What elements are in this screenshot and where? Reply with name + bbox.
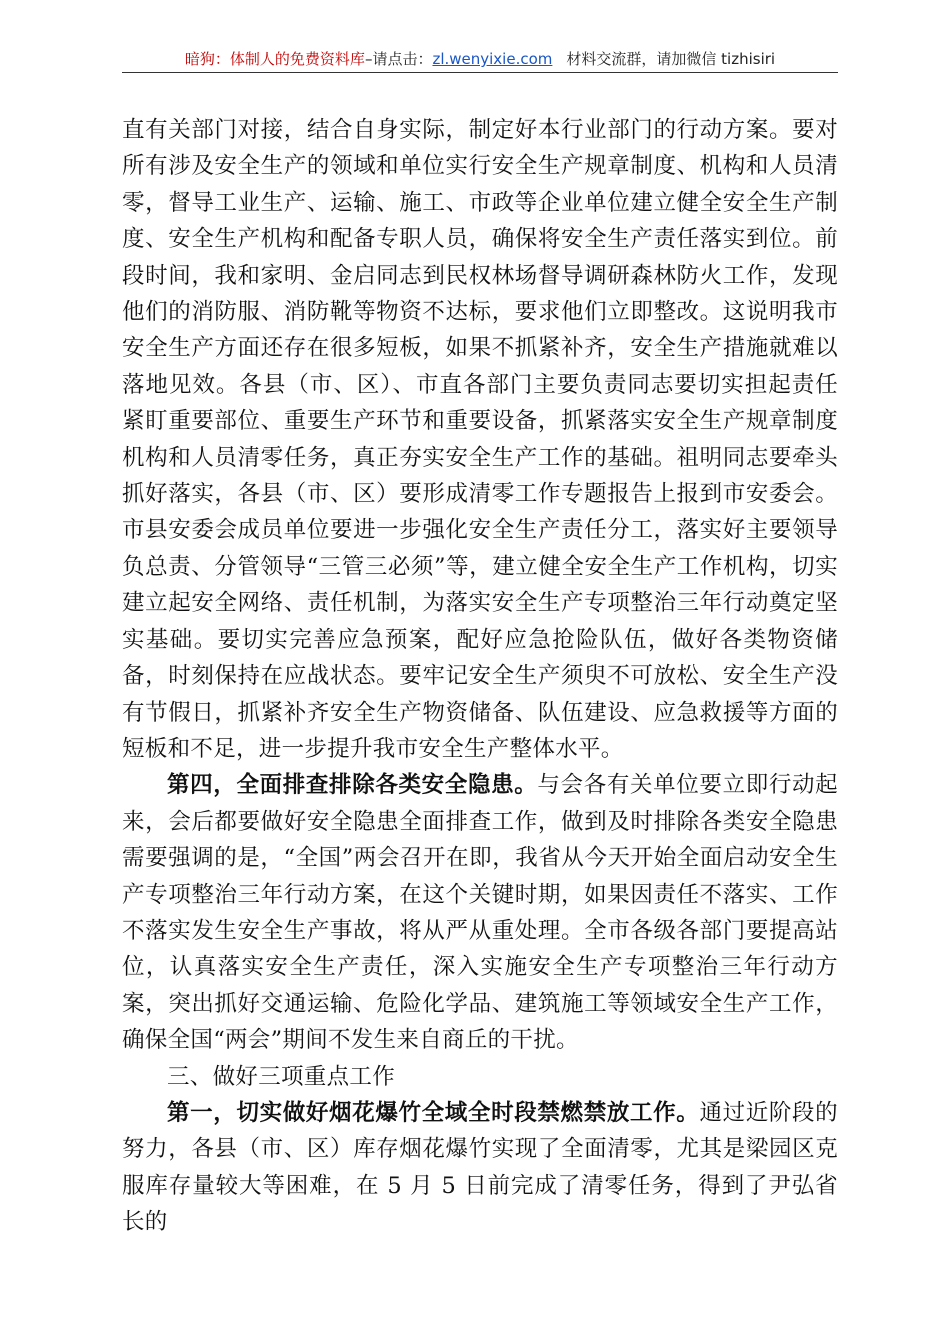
header-divider xyxy=(122,72,838,73)
section-heading-three: 三、做好三项重点工作 xyxy=(167,1063,396,1090)
header-click-prompt: –请点击： xyxy=(364,50,433,68)
page-header xyxy=(122,46,838,72)
paragraph-fourth-point xyxy=(122,767,838,1058)
paragraph-continued: 直有关部门对接，结合自身实际，制定好本行业部门的行动方案。要对所有涉及安全生产的领域和单位实行安全生产规章制度、机构和人员清零，督导工业生产、运输、施工、市政等企业单位建立健全安全生产制度、安全生产机构和配备专职人员，确保将安全生产责任落实到位。前段时间，我和家明、金启同志到民权林场督导调研森林防火工作，发现他们的消防服、消防靴等物资不达标，要求他们立即整改。这说明我市安全生产方面还存在很多短板，如果不抓紧补齐，安全生产措施就难以落地见效。各县（市、区）、市直各部门主要负责同志要切实担起责任紧盯重要部位、重要生产环节和重要设备，抓紧落实安全生产规章制度机构和人员清零任务，真正夯实安全生产工作的基础。祖明同志要牵头抓好落实，各县（市、区）要形成清零工作专题报告上报到市安委会。市县安委会成员单位要进一步强化安全生产责任分工，落实好主要领导负总责、分管领导“三管三必须”等，建立健全安全生产工作机构，切实建立起安全网络、责任机制，为落实安全生产专项整治三年行动奠定坚实基础。要切实完善应急预案，配好应急抢险队伍，做好各类物资储备，时刻保持在应战状态。要牢记安全生产须臾不可放松、安全生产没有节假日，抓紧补齐安全生产物资储备、队伍建设、应急救援等方面的短板和不足，进一步提升我市安全生产整体水平。 xyxy=(122,117,838,762)
fourth-point-text: 与会各有关单位要立即行动起来，会后都要做好安全隐患全面排查工作，做到及时排除各类安全隐患需要强调的是，“全国”两会召开在即，我省从今天开始全面启动安全生产专项整治三年行动方案，在这个关键时期，如果因责任不落实、工作不落实发生安全生产事故，将从严从重处理。全市各级各部门要提高站位，认真落实安全生产责任，深入实施安全生产专项整治三年行动方案，突出抓好交通运输、危险化学品、建筑施工等领域安全生产工作，确保全国“两会”期间不发生来自商丘的干扰。 xyxy=(122,772,838,1054)
first-task-heading: 第一，切实做好烟花爆竹全域全时段禁燃禁放工作。 xyxy=(167,1099,700,1126)
header-brand: 暗狗：体制人的免费资料库 xyxy=(184,50,365,68)
first-task-text: 通过近阶段的努力，各县（市、区）库存烟花爆竹实现了全面清零，尤其是梁园区克服库存量较大等困难，在 5 月 5 日前完成了清零任务，得到了尹弘省长的 xyxy=(122,1099,838,1236)
header-wechat-note: 材料交流群，请加微信 tizhisiri xyxy=(566,50,776,68)
paragraph-first-task xyxy=(122,1095,838,1241)
document-body xyxy=(122,112,838,1241)
fourth-point-heading: 第四，全面排查排除各类安全隐患。 xyxy=(167,772,538,799)
header-link[interactable]: zl.wenyixie.com xyxy=(432,50,553,68)
